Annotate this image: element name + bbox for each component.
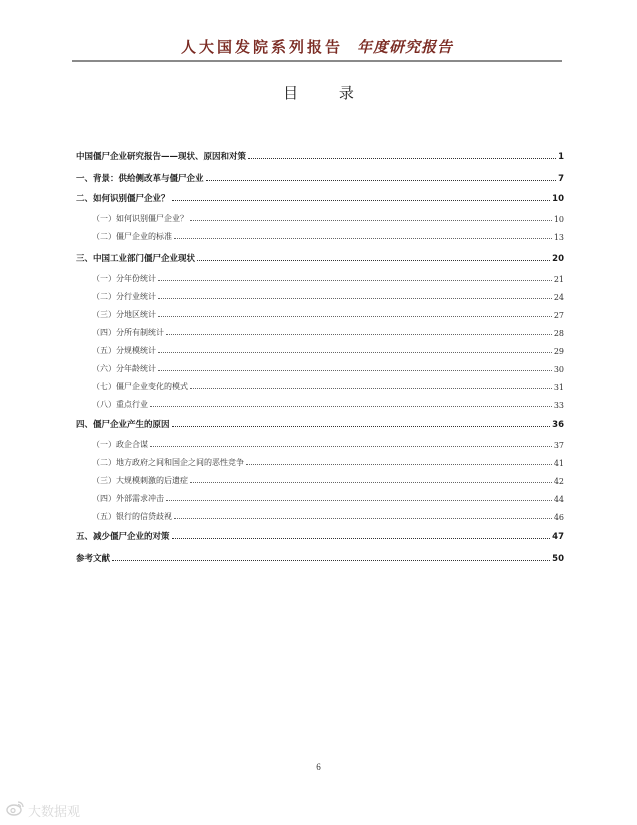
dot-leader — [174, 518, 552, 519]
toc-entry-page: 33 — [553, 401, 564, 410]
dot-leader — [190, 482, 552, 483]
dot-leader — [166, 334, 552, 335]
toc-entry-section — [92, 360, 564, 374]
toc-entry-label: 四、僵尸企业产生的原因 — [76, 420, 170, 430]
toc-entry-page: 13 — [553, 233, 564, 242]
toc-entry-page: 30 — [553, 365, 564, 374]
toc-entry-section — [92, 436, 564, 450]
toc-entry-section — [92, 508, 564, 522]
dot-leader — [150, 406, 552, 407]
dot-leader — [166, 500, 552, 501]
toc-entry-label: 五、减少僵尸企业的对策 — [76, 532, 170, 542]
weibo-icon — [6, 800, 24, 820]
dot-leader — [158, 370, 552, 371]
dot-leader — [246, 464, 552, 465]
toc-entry-section — [92, 378, 564, 392]
dot-leader — [172, 200, 551, 201]
header-rule — [72, 60, 562, 62]
dot-leader — [197, 260, 550, 261]
toc-entry-page: 42 — [553, 477, 564, 486]
toc-entry-section — [92, 288, 564, 302]
page-number: 6 — [316, 762, 321, 772]
toc-entry-page: 31 — [553, 383, 564, 392]
toc-entry-label: （八）重点行业 — [92, 400, 148, 409]
toc-entry-section — [92, 228, 564, 242]
toc-entry-label: （三）分地区统计 — [92, 310, 156, 319]
toc-entry-page: 10 — [553, 215, 564, 224]
toc-entry-section — [92, 342, 564, 356]
toc-entry-section — [92, 396, 564, 410]
toc-entry-label: （二）僵尸企业的标准 — [92, 232, 172, 241]
dot-leader — [172, 538, 551, 539]
toc-entry-page: 7 — [558, 174, 564, 184]
toc-entry-label: （一）分年份统计 — [92, 274, 156, 283]
toc-entry-label: （四）外部需求冲击 — [92, 494, 164, 503]
watermark — [6, 800, 80, 820]
toc-entry-label: 一、背景：供给侧改革与僵尸企业 — [76, 174, 204, 184]
toc-entry-page: 21 — [553, 275, 564, 284]
toc-entry-page: 20 — [552, 254, 564, 264]
toc-entry-section — [92, 324, 564, 338]
dot-leader — [174, 238, 552, 239]
toc-entry-page: 24 — [553, 293, 564, 302]
toc-entry-chapter — [76, 416, 564, 430]
toc-entry-label: （一）政企合谋 — [92, 440, 148, 449]
toc-entry-chapter — [76, 528, 564, 542]
dot-leader — [158, 352, 552, 353]
toc-entry-label: （六）分年龄统计 — [92, 364, 156, 373]
toc-entry-label: （二）地方政府之间和国企之间的恶性竞争 — [92, 458, 244, 467]
toc-entry-chapter — [76, 250, 564, 264]
toc-entry-label: （五）银行的信贷歧视 — [92, 512, 172, 521]
toc-entry-page: 29 — [553, 347, 564, 356]
toc-entry-section — [92, 454, 564, 468]
toc-entry-label: （四）分所有制统计 — [92, 328, 164, 337]
toc-entry-chapter — [76, 170, 564, 184]
toc-entry-section — [92, 270, 564, 284]
report-header — [72, 36, 562, 58]
dot-leader — [248, 158, 556, 159]
toc-entry-page: 44 — [553, 495, 564, 504]
toc-entry-page: 36 — [552, 420, 564, 430]
toc-entry-section — [92, 306, 564, 320]
toc-entry-label: 二、如何识别僵尸企业？ — [76, 194, 170, 204]
toc-entry-page: 47 — [552, 532, 564, 542]
toc-entry-label: （一）如何识别僵尸企业？ — [92, 214, 188, 223]
dot-leader — [190, 220, 552, 221]
toc-entry-page: 50 — [552, 554, 564, 564]
toc-entry-chapter — [76, 148, 564, 162]
watermark-text: 大数据观 — [28, 804, 81, 820]
toc-entry-chapter — [76, 190, 564, 204]
dot-leader — [158, 280, 552, 281]
toc-entry-section — [92, 210, 564, 224]
toc-entry-section — [92, 490, 564, 504]
toc-entry-label: （二）分行业统计 — [92, 292, 156, 301]
toc-entry-page: 28 — [553, 329, 564, 338]
toc-entry-label: 三、中国工业部门僵尸企业现状 — [76, 254, 196, 264]
toc-entry-page: 10 — [552, 194, 564, 204]
toc-title: 目 录 — [283, 84, 372, 102]
toc-entry-page: 37 — [553, 441, 564, 450]
toc-entry-page: 46 — [553, 513, 564, 522]
dot-leader — [206, 180, 557, 181]
dot-leader — [190, 388, 552, 389]
header-series: 年度研究报告 — [357, 38, 454, 56]
toc-entry-label: 参考文献 — [76, 554, 111, 564]
dot-leader — [158, 298, 552, 299]
dot-leader — [112, 560, 550, 561]
toc-entry-label: （三）大规模刺激的后遗症 — [92, 476, 188, 485]
toc-entry-label: （五）分规模统计 — [92, 346, 156, 355]
toc-entry-label: 中国僵尸企业研究报告——现状、原因和对策 — [76, 152, 247, 162]
header-institution: 人大国发院系列报告 — [180, 38, 343, 56]
toc-entry-section — [92, 472, 564, 486]
toc-entry-chapter — [76, 550, 564, 564]
toc-entry-page: 1 — [558, 152, 564, 162]
dot-leader — [172, 426, 551, 427]
toc-entry-page: 41 — [553, 459, 564, 468]
dot-leader — [158, 316, 552, 317]
dot-leader — [150, 446, 552, 447]
toc-entry-label: （七）僵尸企业变化的模式 — [92, 382, 188, 391]
toc-entry-page: 27 — [553, 311, 564, 320]
